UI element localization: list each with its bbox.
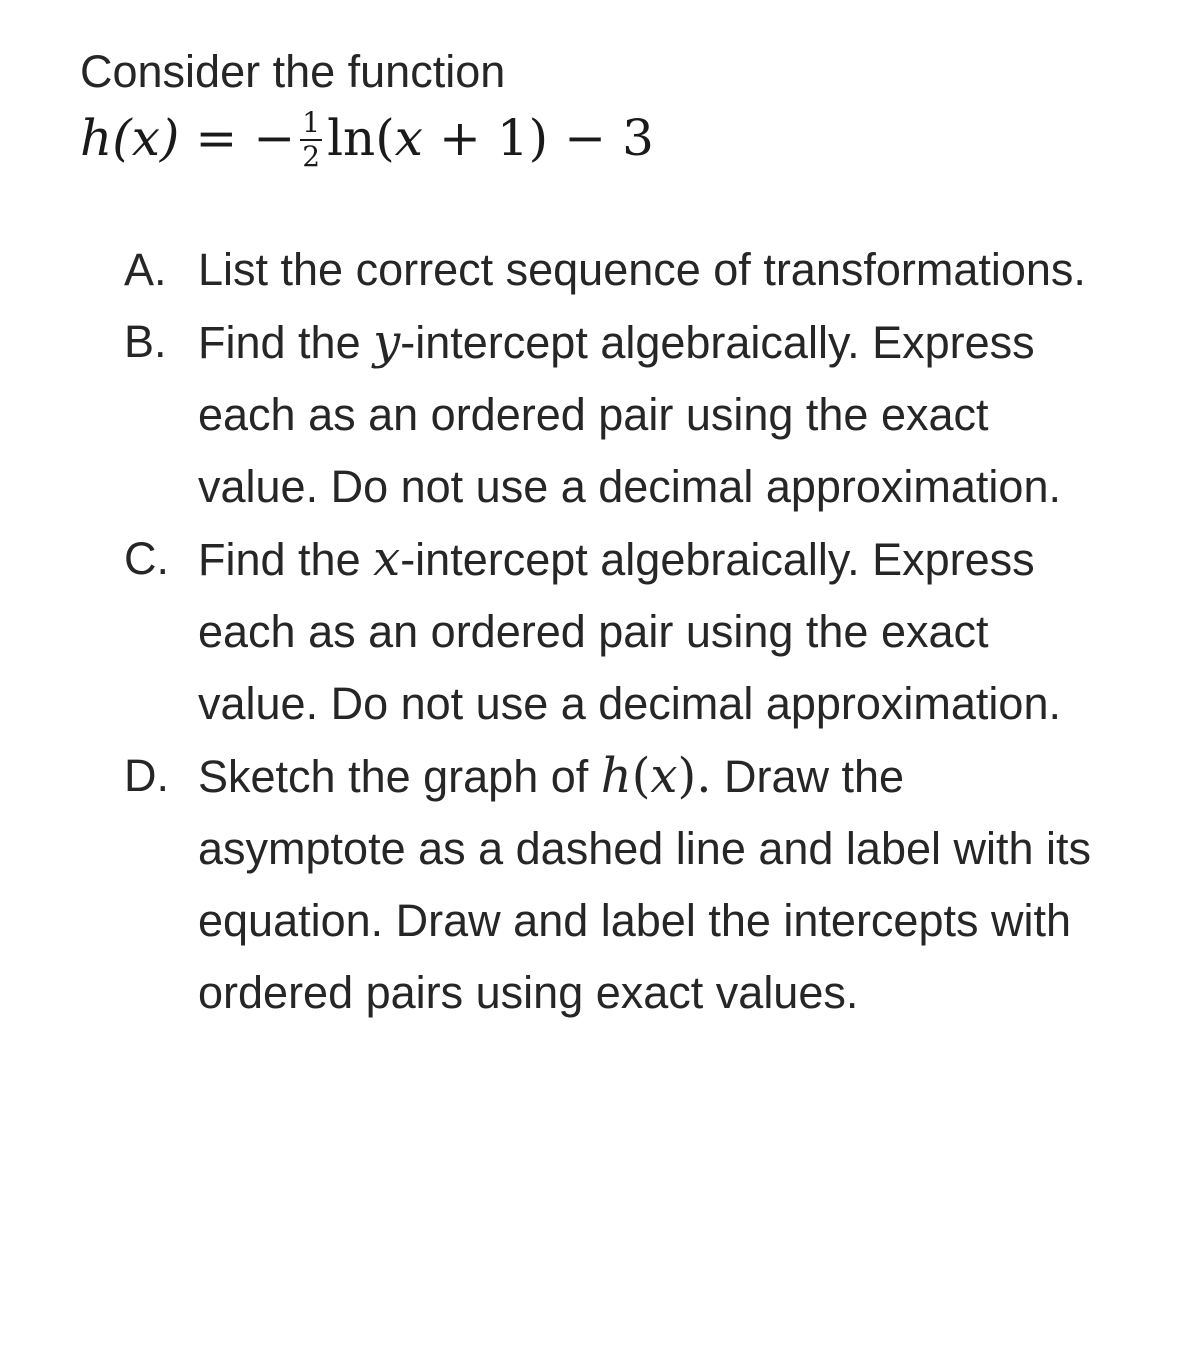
question-item-d <box>80 740 1140 1029</box>
function-formula <box>80 102 1140 174</box>
item-d-close: ). <box>677 748 712 804</box>
fraction-denominator: 2 <box>302 140 321 173</box>
item-d-pre: Sketch the graph of <box>198 751 601 802</box>
formula-minus: − <box>253 109 296 167</box>
question-list <box>80 234 1140 1029</box>
formula-arg-var: x <box>394 109 423 167</box>
item-a-text: List the correct sequence of transformations. <box>198 244 1086 295</box>
item-b-pre: Find the <box>198 317 374 368</box>
question-item-a <box>80 234 1140 306</box>
formula-ln: ln( <box>327 109 395 167</box>
formula-tail-minus: − <box>564 109 607 167</box>
item-b-post: -intercept algebraically. Express each as an ordered pair using the exact value. Do not use a decimal approximation. <box>198 317 1061 512</box>
item-marker: B. <box>124 316 167 367</box>
item-text <box>198 306 1103 523</box>
item-marker: A. <box>124 244 167 295</box>
formula-fraction <box>299 106 323 173</box>
question-item-c <box>80 523 1140 740</box>
item-d-var: x <box>650 748 678 804</box>
formula-arg-const: 1) <box>496 109 549 167</box>
item-marker: D. <box>124 750 169 801</box>
item-d-post: Draw the asymptote as a dashed line and label with its equation. Draw and label the intercepts with ordered pairs using exact values. <box>198 751 1092 1018</box>
item-c-var: x <box>373 531 401 587</box>
intro-text: Consider the function <box>80 46 506 97</box>
formula-equals: = <box>195 109 238 167</box>
fraction-numerator: 1 <box>302 106 321 139</box>
item-c-pre: Find the <box>198 534 374 585</box>
item-marker: C. <box>124 533 169 584</box>
item-text <box>198 523 1103 740</box>
formula-lhs: h(x) <box>80 109 180 167</box>
item-d-open: ( <box>631 748 651 804</box>
item-b-var: y <box>373 314 401 370</box>
formula-plus: + <box>438 109 481 167</box>
item-text <box>198 740 1103 1029</box>
question-item-b <box>80 306 1140 523</box>
item-d-func: h <box>600 748 632 804</box>
formula-tail-const: 3 <box>622 109 654 167</box>
item-c-post: -intercept algebraically. Express each as an ordered pair using the exact value. Do not use a decimal approximation. <box>198 534 1061 729</box>
item-text <box>198 234 1103 306</box>
problem-document <box>80 44 1140 1029</box>
